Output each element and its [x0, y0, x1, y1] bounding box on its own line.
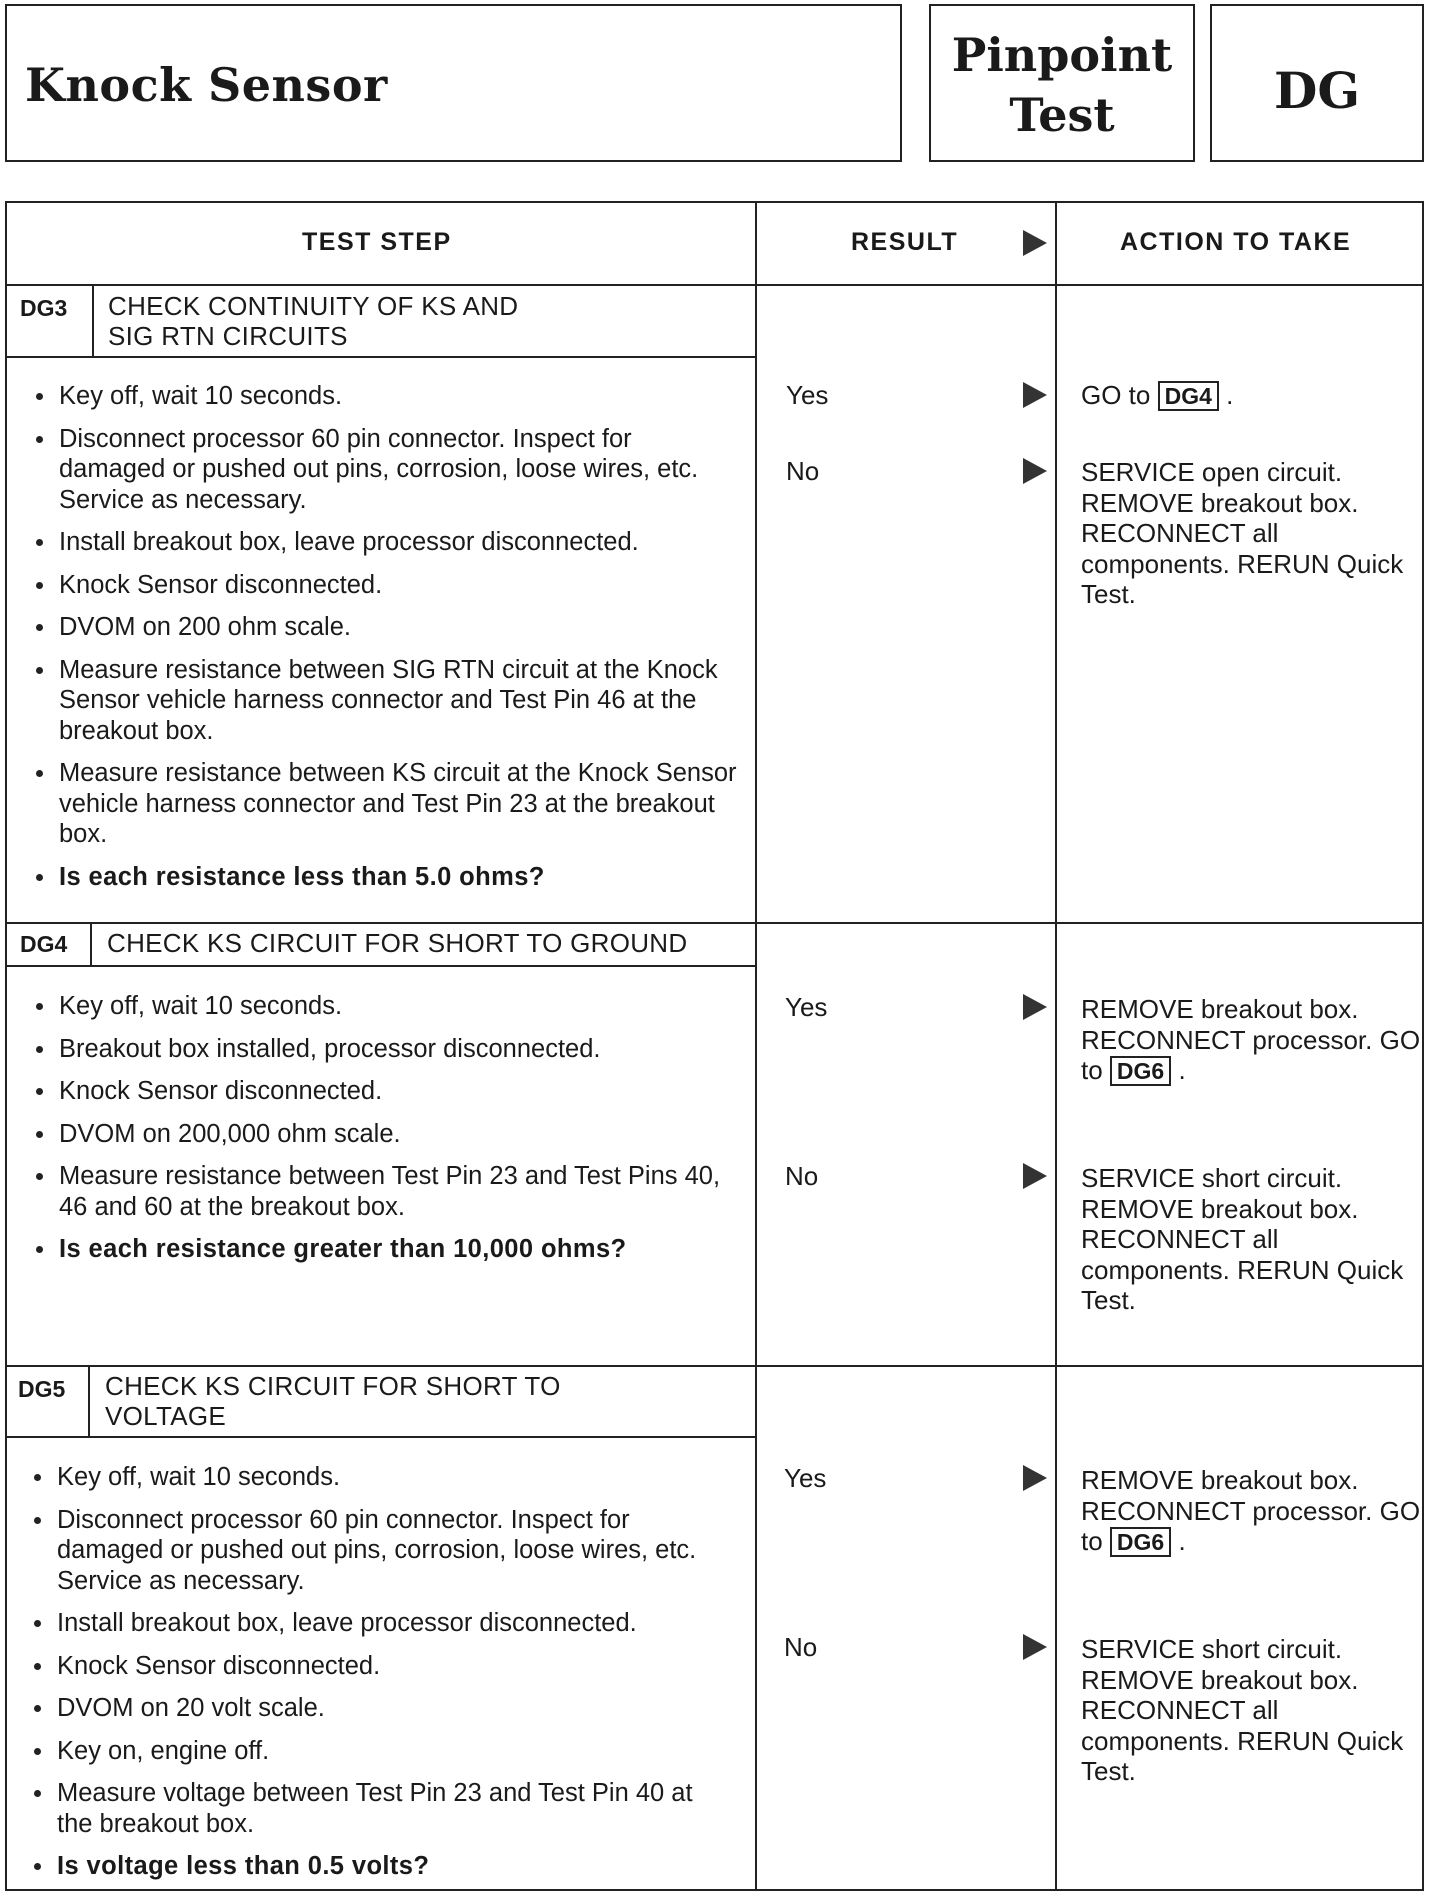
- pinpoint-test-box: [929, 4, 1195, 162]
- action-no: SERVICE short circuit. REMOVE breakout box. RECONNECT all components. RERUN Quick Test.: [1081, 1634, 1404, 1786]
- no-arrow-icon: [1023, 458, 1047, 484]
- yes-arrow-icon: [1023, 382, 1047, 408]
- result-no: No: [784, 1632, 818, 1662]
- instruction-item: Knock Sensor disconnected.: [25, 1651, 735, 1682]
- instruction-item: Disconnect processor 60 pin connector. Inspect for damaged or pushed out pins, corrosion, loose wires, etc. Service as necessary.: [25, 1505, 735, 1597]
- step-title-divider: [7, 356, 755, 358]
- action-no: SERVICE open circuit. REMOVE breakout box. RECONNECT all components. RERUN Quick Test.: [1081, 457, 1404, 609]
- result-yes: Yes: [784, 1463, 827, 1493]
- no-arrow-icon: [1023, 1634, 1047, 1660]
- step-ref-dg6[interactable]: DG6: [1110, 1527, 1171, 1557]
- step-id: DG4: [20, 931, 68, 957]
- action-yes-text: REMOVE breakout box. RECONNECT processor. GO to: [1081, 1465, 1421, 1556]
- column-divider-result: [755, 203, 757, 1889]
- result-yes: Yes: [785, 992, 828, 1022]
- instruction-item: Measure voltage between Test Pin 23 and Test Pin 40 at the breakout box.: [25, 1778, 735, 1839]
- step-instructions: [25, 1462, 735, 1894]
- step-id-divider: [92, 284, 94, 358]
- step-instructions: [27, 991, 737, 1277]
- no-arrow-icon: [1023, 1163, 1047, 1189]
- instruction-item: Knock Sensor disconnected.: [27, 1076, 737, 1107]
- instruction-item: Measure resistance between Test Pin 23 and Test Pins 40, 46 and 60 at the breakout box.: [27, 1161, 737, 1222]
- instruction-item: DVOM on 20 volt scale.: [25, 1693, 735, 1724]
- header-result: RESULT: [851, 228, 959, 256]
- step-id: DG3: [20, 295, 68, 321]
- test-code-box: [1210, 4, 1424, 162]
- action-no: SERVICE short circuit. REMOVE breakout box. RECONNECT all components. RERUN Quick Test.: [1081, 1163, 1404, 1315]
- instruction-item: Key off, wait 10 seconds.: [25, 1462, 735, 1493]
- header-divider: [7, 284, 1422, 286]
- step-question: Is each resistance greater than 10,000 ohms?: [27, 1234, 737, 1265]
- result-arrow-icon: [1023, 230, 1047, 256]
- action-yes: [1081, 380, 1421, 411]
- test-label: Test: [1009, 88, 1115, 142]
- instruction-item: Key off, wait 10 seconds.: [27, 381, 737, 412]
- instruction-item: Install breakout box, leave processor disconnected.: [25, 1608, 735, 1639]
- instruction-item: DVOM on 200 ohm scale.: [27, 612, 737, 643]
- action-yes: [1081, 1465, 1421, 1557]
- column-divider-action: [1055, 203, 1057, 1889]
- action-yes-suffix: .: [1226, 380, 1234, 410]
- instruction-item: Breakout box installed, processor disconnected.: [27, 1034, 737, 1065]
- action-yes-text: REMOVE breakout box. RECONNECT processor. GO to: [1081, 994, 1421, 1085]
- step-title-line2: SIG RTN CIRCUITS: [108, 321, 348, 351]
- step-question: Is voltage less than 0.5 volts?: [25, 1851, 735, 1882]
- instruction-item: Measure resistance between KS circuit at the Knock Sensor vehicle harness connector and Test Pin 23 at the breakout box.: [27, 758, 737, 850]
- row-divider: [7, 922, 1422, 924]
- row-divider: [7, 1365, 1422, 1367]
- yes-arrow-icon: [1023, 1465, 1047, 1491]
- action-yes-suffix: .: [1178, 1055, 1186, 1085]
- instruction-item: Measure resistance between SIG RTN circuit at the Knock Sensor vehicle harness connector and Test Pin 46 at the breakout box.: [27, 655, 737, 747]
- step-id: DG5: [18, 1376, 66, 1402]
- step-title-divider: [7, 1436, 755, 1438]
- instruction-item: Disconnect processor 60 pin connector. Inspect for damaged or pushed out pins, corrosion, loose wires, etc. Service as necessary.: [27, 424, 737, 516]
- pinpoint-label: Pinpoint: [951, 28, 1173, 82]
- result-no: No: [786, 456, 820, 486]
- header-test-step: TEST STEP: [302, 228, 452, 256]
- pinpoint-table: [5, 201, 1424, 1891]
- instruction-item: DVOM on 200,000 ohm scale.: [27, 1119, 737, 1150]
- title-box: [5, 4, 902, 162]
- result-yes: Yes: [786, 380, 829, 410]
- step-title-line1: CHECK KS CIRCUIT FOR SHORT TO GROUND: [107, 928, 688, 958]
- instruction-item: Key on, engine off.: [25, 1736, 735, 1767]
- step-title-line1: CHECK KS CIRCUIT FOR SHORT TO: [105, 1371, 561, 1401]
- header-action: ACTION TO TAKE: [1120, 228, 1352, 256]
- test-code: DG: [1273, 61, 1361, 120]
- step-question: Is each resistance less than 5.0 ohms?: [27, 862, 737, 893]
- step-ref-dg4[interactable]: DG4: [1158, 381, 1219, 411]
- instruction-item: Install breakout box, leave processor disconnected.: [27, 527, 737, 558]
- instruction-item: Knock Sensor disconnected.: [27, 570, 737, 601]
- step-title-line1: CHECK CONTINUITY OF KS AND: [108, 291, 519, 321]
- step-id-divider: [90, 922, 92, 967]
- step-title-line2: VOLTAGE: [105, 1401, 227, 1431]
- action-yes-text: GO to: [1081, 380, 1151, 410]
- instruction-item: Key off, wait 10 seconds.: [27, 991, 737, 1022]
- step-instructions: [27, 381, 737, 904]
- action-yes: [1081, 994, 1421, 1086]
- step-ref-dg6[interactable]: DG6: [1110, 1056, 1171, 1086]
- yes-arrow-icon: [1023, 994, 1047, 1020]
- step-title-divider: [7, 965, 755, 967]
- result-no: No: [785, 1161, 819, 1191]
- action-yes-suffix: .: [1178, 1526, 1186, 1556]
- page-title: Knock Sensor: [25, 58, 388, 112]
- step-id-divider: [88, 1365, 90, 1438]
